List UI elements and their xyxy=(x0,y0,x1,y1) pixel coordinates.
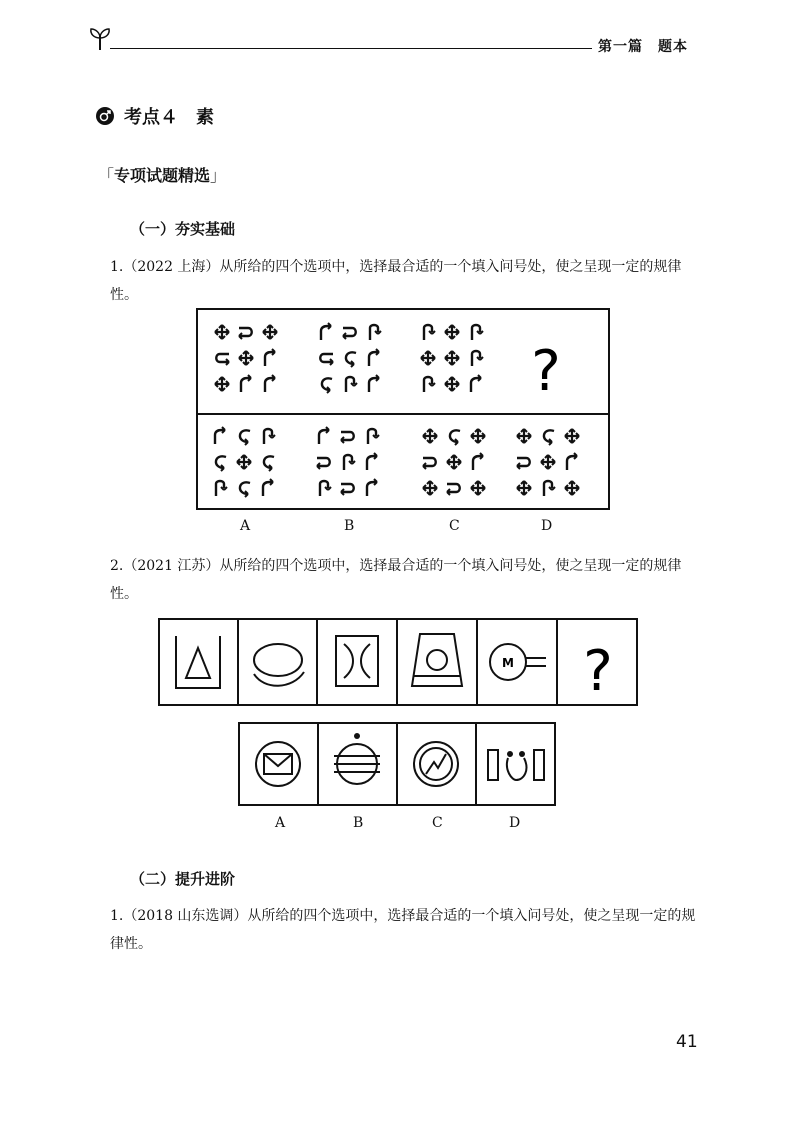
option-label-c: C xyxy=(432,815,443,831)
subsection-open-bracket: 「 xyxy=(98,166,115,185)
option-c-figure xyxy=(414,742,458,786)
subsection-close-bracket: 」 xyxy=(210,166,227,185)
motor-letter: M xyxy=(502,656,514,670)
puzzle-grid-drawing xyxy=(198,310,608,508)
option-label-d: D xyxy=(541,518,553,534)
options-row-drawing xyxy=(238,722,556,806)
page-number: 41 xyxy=(676,1032,698,1052)
figure-ellipse-arc xyxy=(254,644,304,686)
question-text: 1.（2018 山东选调）从所给的四个选项中，选择最合适的一个填入问号处，使之呈现一定的规律性。 xyxy=(110,908,696,952)
part-title: （二）提升进阶 xyxy=(130,870,236,888)
option-d-figure xyxy=(488,750,544,780)
female-symbol-icon xyxy=(96,107,114,125)
question-text: 2.（2021 江苏）从所给的四个选项中，选择最合适的一个填入问号处，使之呈现一定的规律性。 xyxy=(110,558,682,602)
header-rule xyxy=(110,48,592,49)
figure-trapezoid-circle xyxy=(412,634,462,686)
option-label-d: D xyxy=(509,815,521,831)
option-label-b: B xyxy=(344,518,355,534)
figure-motor-symbol xyxy=(490,644,546,680)
header-section-label: 第一篇 题本 xyxy=(598,39,688,55)
figure-u-triangle xyxy=(176,636,220,688)
puzzle-figure xyxy=(196,308,610,510)
option-d-figure xyxy=(517,429,579,496)
figure-square-arcs xyxy=(336,636,378,686)
option-row xyxy=(215,427,579,497)
question-row xyxy=(215,323,561,404)
option-label-a: A xyxy=(275,815,286,831)
puzzle-row-drawing xyxy=(158,618,638,706)
subsection-title-text: 专项试题精选 xyxy=(114,166,211,185)
puzzle-figure xyxy=(158,618,638,706)
sprout-icon xyxy=(88,26,112,52)
question-mark: ? xyxy=(531,339,561,404)
subsection-title xyxy=(98,163,226,186)
option-label-b: B xyxy=(353,815,364,831)
option-label-a: A xyxy=(240,518,251,534)
part-title: （一）夯实基础 xyxy=(130,220,236,238)
options-figure xyxy=(238,722,556,806)
option-a-figure xyxy=(215,427,275,497)
option-b-figure xyxy=(317,427,379,496)
question-mark: ? xyxy=(583,639,613,704)
section-title: 考点４ 素 xyxy=(124,107,214,128)
option-label-c: C xyxy=(449,518,460,534)
option-a-figure xyxy=(256,742,300,786)
question-text: 1.（2022 上海）从所给的四个选项中，选择最合适的一个填入问号处，使之呈现一定的规律性。 xyxy=(110,259,682,303)
running-header xyxy=(0,0,800,70)
option-b-figure xyxy=(334,733,380,784)
option-c-figure xyxy=(423,429,485,495)
